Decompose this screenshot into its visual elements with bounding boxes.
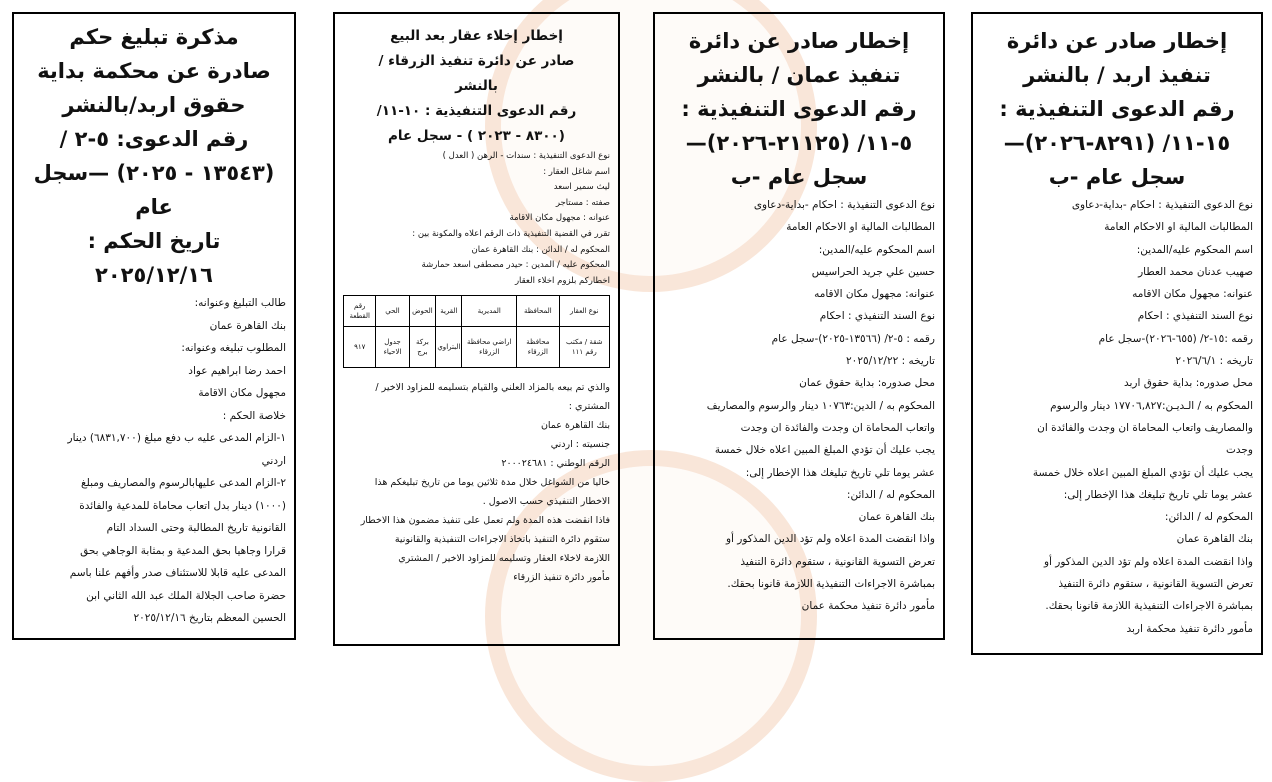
notice-zarqa-eviction	[333, 12, 620, 646]
body-line: ستقوم دائرة التنفيذ باتخاذ الاجراءات التنفيذية والقانونية	[394, 534, 610, 546]
notice-body-top	[343, 149, 610, 289]
body-line: تاريخه : ٢٠٢٥/١٢/٢٢	[846, 355, 935, 368]
body-line: واذا انقضت المدة اعلاه ولم تؤد الدين المذكور أو	[725, 533, 935, 546]
body-line: بمباشرة الاجراءات التنفيذية اللازمة قانونا بحقك.	[727, 578, 935, 591]
heading-line: صادر عن دائرة تنفيذ الزرقاء /	[378, 53, 575, 69]
table-header-cell: المحافظة	[517, 296, 559, 327]
body-line: صهيب عدنان محمد العطار	[1138, 265, 1253, 278]
body-line: ٢-الزام المدعى عليهابالرسوم والمصاريف ومبلغ	[81, 477, 286, 489]
body-line: رقمه : ٥-٢/ (١٣٥٦٦-٢٠٢٥)-سجل عام	[771, 332, 935, 345]
body-line: (١٠٠٠) دينار بدل اتعاب محاماة للمدعية والفائدة	[79, 499, 286, 512]
body-line: ١-الزام المدعى عليه ب دفع مبلغ (٦٨٣١,٧٠٠) دينار	[67, 432, 286, 444]
body-line: اسم المحكوم عليه/المدين:	[818, 243, 935, 256]
body-line: تعرض التسوية القانونية ، ستقوم دائرة التنفيذ	[740, 555, 935, 568]
body-line: والذي تم بيعه بالمزاد العلني والقيام بتسليمه للمزاود الاخير /	[375, 382, 610, 394]
body-line: المدعى عليه قابلا للاستئناف صدر وأفهم علنا باسم	[69, 567, 286, 579]
body-line: محل صدوره: بداية حقوق عمان	[799, 377, 935, 390]
body-line: والمصاريف واتعاب المحاماة ان وجدت والفائدة ان	[1037, 421, 1253, 434]
body-line: بمباشرة الاجراءات التنفيذية اللازمة قانونا بحقك.	[1045, 600, 1253, 613]
body-line: اخطاركم بلزوم اخلاء العقار	[514, 275, 610, 286]
notice-body	[663, 194, 935, 618]
heading-line: سجل عام -ب	[1048, 165, 1186, 189]
table-header-cell: الحوض	[409, 296, 436, 327]
heading-line: رقم الدعوى: ٥-٢ /	[59, 127, 249, 151]
body-line: عشر يوما تلي تاريخ تبليغك هذا الإخطار إلى:	[1063, 488, 1253, 501]
body-line: مأمور دائرة تنفيذ محكمة اربد	[1126, 622, 1253, 635]
body-line: المحكوم له / الدائن:	[846, 488, 935, 501]
table-header-cell: القرية	[436, 296, 462, 327]
body-line: بنك القاهرة عمان	[858, 511, 935, 524]
table-header-cell: المديرية	[462, 296, 517, 327]
body-line: نوع السند التنفيذي : احكام	[1137, 310, 1253, 323]
heading-line: تاريخ الحكم :	[87, 229, 221, 253]
table-header-cell: رقم القطعة	[344, 296, 376, 327]
table-cell: بركة برج	[409, 327, 436, 368]
table-cell: شقة / مكتب رقم ١١١	[559, 327, 609, 368]
body-line: مجهول مكان الاقامة	[198, 387, 286, 399]
notice-body	[981, 194, 1253, 640]
body-line: عنوانه: مجهول مكان الاقامه	[814, 288, 935, 301]
table-cell: جدول الاحياء	[376, 327, 409, 368]
notice-irbid-execution	[971, 12, 1263, 655]
body-line: تعرض التسوية القانونية ، ستقوم دائرة التنفيذ	[1058, 578, 1253, 591]
body-line: يجب عليك أن تؤدي المبلغ المبين اعلاه خلال خمسة	[1032, 466, 1253, 479]
body-line: عنوانه : مجهول مكان الاقامة	[509, 213, 610, 224]
body-line: نوع الدعوى التنفيذية : احكام -بداية-دعاوى	[1071, 199, 1253, 211]
body-line: طالب التبليغ وعنوانه:	[194, 297, 286, 309]
body-line: واتعاب المحاماة ان وجدت والفائدة ان وجدت	[740, 421, 935, 434]
body-line: المحكوم له / الدائن:	[1164, 511, 1253, 524]
body-line: عنوانه: مجهول مكان الاقامه	[1132, 288, 1253, 301]
property-table	[343, 295, 610, 368]
body-line: اردني	[261, 454, 286, 467]
table-cell: محافظة الزرقاء	[517, 327, 559, 368]
table-row	[344, 327, 610, 368]
body-line: نوع الدعوى التنفيذية : سندات - الرهن ( العدل )	[442, 151, 610, 161]
body-line: نوع الدعوى التنفيذية : احكام -بداية-دعاوى	[753, 199, 935, 211]
heading-line: مذكرة تبليغ حكم	[69, 25, 239, 49]
body-line: اللازمة لاخلاء العقار وتسليمه للمزاود الاخير / المشتري	[398, 553, 610, 565]
body-line: عشر يوما تلي تاريخ تبليغك هذا الإخطار إلى:	[745, 466, 935, 479]
notice-irbid-judgment	[12, 12, 296, 640]
body-line: المحكوم به / الـديـن:١٧٧٠٦,٨٢٧ دينار والرسوم	[1050, 399, 1253, 412]
body-line: بنك القاهرة عمان	[209, 319, 286, 332]
table-cell: البتراوي	[436, 327, 462, 368]
body-line: جنسيته : اردني	[550, 439, 610, 451]
heading-line: إخطار إخلاء عقار بعد البيع	[390, 28, 563, 44]
body-line: تقرر في القضية التنفيذية ذات الرقم اعلاه والمكونة بين :	[412, 228, 610, 239]
body-line: الاخطار التنفيذي حسب الاصول .	[482, 496, 610, 508]
table-header-row	[344, 296, 610, 327]
body-line: احمد رضا ابراهيم عواد	[188, 364, 286, 377]
notice-heading	[981, 24, 1253, 194]
body-line: يجب عليك أن تؤدي المبلغ المبين اعلاه خلال خمسة	[714, 444, 935, 457]
body-line: محل صدوره: بداية حقوق اربد	[1123, 377, 1253, 390]
body-line: المطالبات المالية او الاحكام العامة	[786, 221, 935, 234]
body-line: المحكوم عليه / المدين : حيدر مصطفى اسعد حمارشة	[421, 260, 610, 271]
body-line: حسين علي جريد الحراسيس	[811, 265, 935, 278]
heading-line: رقم الدعوى التنفيذية :	[999, 97, 1235, 121]
notice-heading	[343, 24, 610, 149]
body-line: المشتري :	[568, 401, 610, 413]
body-line: صفته : مستاجر	[555, 197, 610, 208]
notice-body	[22, 292, 286, 630]
body-line: بنك القاهرة عمان	[540, 420, 610, 432]
body-line: واذا انقضت المدة اعلاه ولم تؤد الدين المذكور أو	[1043, 555, 1253, 568]
body-line: بنك القاهرة عمان	[1176, 533, 1253, 546]
body-line: مأمور دائرة تنفيذ الزرقاء	[513, 572, 610, 584]
body-line: وجدت	[1226, 444, 1253, 457]
heading-line: رقم الدعوى التنفيذية : ١٠-١١/	[376, 103, 577, 119]
body-line: رقمه :١٥-٢/ (٦٥٥-٢٠٢٦)-سجل عام	[1098, 332, 1253, 345]
heading-line: سجل عام -ب	[730, 165, 868, 189]
heading-line: (٨٣٠٠ - ٢٠٢٣ ) - سجل عام	[388, 128, 565, 144]
body-line: المطلوب تبليغه وعنوانه:	[181, 342, 286, 354]
heading-line: إخطار صادر عن دائرة	[688, 29, 910, 53]
body-line: الحسين المعظم بتاريخ ٢٠٢٥/١٢/١٦	[133, 612, 286, 624]
body-line: المطالبات المالية او الاحكام العامة	[1104, 221, 1253, 234]
notice-body-bottom	[343, 378, 610, 587]
heading-line: صادرة عن محكمة بداية	[37, 59, 271, 83]
body-line: قرارا وجاهيا بحق المدعية و بمثابة الوجاهي بحق	[80, 544, 286, 557]
heading-line: حقوق اربد/بالنشر	[62, 93, 246, 117]
table-header-cell: نوع العقار	[559, 296, 609, 327]
heading-line: تنفيذ اربد / بالنشر	[1023, 63, 1211, 87]
body-line: اسم شاغل العقار :	[543, 166, 610, 177]
body-line: الرقم الوطني : ٢٠٠٠٢٤٦٨١	[501, 458, 610, 470]
table-cell: ٩١٧	[344, 327, 376, 368]
heading-line: بالنشر	[455, 78, 498, 94]
table-cell: اراضي محافظة الزرقاء	[462, 327, 517, 368]
body-line: المحكوم به / الدين:١٠٧٦٣ دينار والرسوم والمصاريف	[706, 399, 935, 412]
heading-line: ٢٠٢٥/١٢/١٦	[95, 263, 213, 287]
heading-line: ١٥-١١/ (٨٢٩١-٢٠٢٦)—	[1003, 131, 1231, 155]
body-line: القانونية تاريخ المطالبة وحتى السداد التام	[106, 522, 286, 534]
heading-line: تنفيذ عمان / بالنشر	[697, 63, 901, 87]
body-line: تاريخه : ٢٠٢٦/٦/١	[1175, 355, 1253, 368]
heading-line: رقم الدعوى التنفيذية :	[681, 97, 917, 121]
body-line: ليث سمير اسعد	[553, 182, 610, 193]
body-line: نوع السند التنفيذي : احكام	[819, 310, 935, 323]
body-line: المحكوم له / الدائن : بنك القاهرة عمان	[471, 244, 610, 255]
notice-heading	[663, 24, 935, 194]
heading-line: إخطار صادر عن دائرة	[1006, 29, 1228, 53]
body-line: حضرة صاحب الجلالة الملك عبد الله الثاني ابن	[86, 589, 286, 602]
notice-amman-execution	[653, 12, 945, 640]
heading-line: عام	[135, 195, 173, 219]
body-line: اسم المحكوم عليه/المدين:	[1136, 243, 1253, 256]
notice-heading	[22, 20, 286, 292]
heading-line: ٥-١١/ (٢١١٢٥-٢٠٢٦)—	[685, 131, 913, 155]
heading-line: (١٣٥٤٣ - ٢٠٢٥) —سجل	[33, 161, 275, 185]
table-header-cell: الحي	[376, 296, 409, 327]
body-line: فاذا انقضت هذه المدة ولم تعمل على تنفيذ مضمون هذا الاخطار	[360, 515, 610, 527]
body-line: مأمور دائرة تنفيذ محكمة عمان	[801, 600, 935, 613]
body-line: خاليا من الشواغل خلال مدة ثلاثين يوما من تاريخ تبليغكم هذا	[374, 477, 610, 489]
body-line: خلاصة الحكم :	[222, 409, 286, 422]
